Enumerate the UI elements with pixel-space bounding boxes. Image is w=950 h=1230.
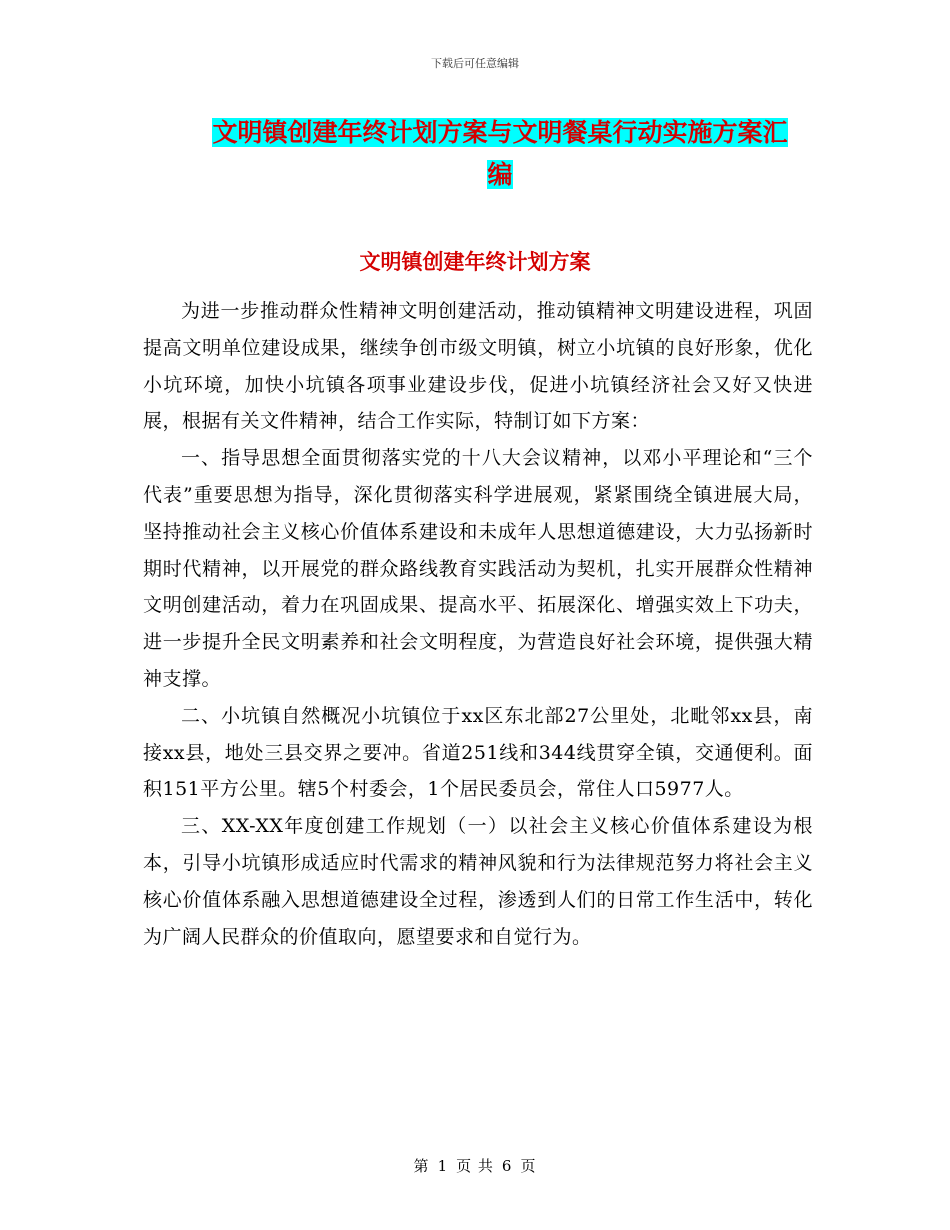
paragraph-town-overview: 二、小坑镇自然概况小坑镇位于xx区东北部27公里处，北毗邻xx县，南接xx县，地处三县交界之要冲。省道251线和344线贯穿全镇，交通便利。面积151平方公里。辖5个村委会，1个居民委员会，常住人口5977人。 [143, 704, 813, 801]
paragraph-guiding-ideology: 一、指导思想全面贯彻落实党的十八大会议精神，以邓小平理论和“三个代表”重要思想为指导，深化贯彻落实科学进展观，紧紧围绕全镇进展大局，坚持推动社会主义核心价值体系建设和未成年人思想道德建设，大力弘扬新时期时代精神，以开展党的群众路线教育实践活动为契机，扎实开展群众性精神文明创建活动，着力在巩固成果、提高水平、拓展深化、增强实效上下功夫，进一步提升全民文明素养和社会文明程度，为营造良好社会环境，提供强大精神支撑。 [143, 447, 813, 690]
footer-mid: 页 共 [456, 1157, 494, 1175]
document-title [185, 112, 815, 196]
page-footer [0, 1155, 950, 1176]
document-title-line1: 文明镇创建年终计划方案与文明餐桌行动实施方案汇 [212, 118, 788, 147]
document-title-line2: 编 [487, 160, 513, 189]
footer-page-number: 1 [437, 1157, 449, 1175]
paragraph-intro: 为进一步推动群众性精神文明创建活动，推动镇精神文明建设进程，巩固提高文明单位建设成果，继续争创市级文明镇，树立小坑镇的良好形象，优化小坑环境，加快小坑镇各项事业建设步伐，促进小坑镇经济社会又好又快进展，根据有关文件精神，结合工作实际，特制订如下方案： [143, 300, 813, 433]
section-title: 文明镇创建年终计划方案 [359, 250, 591, 274]
paragraph-work-plan: 三、XX-XX年度创建工作规划（一）以社会主义核心价值体系建设为根本，引导小坑镇形成适应时代需求的精神风貌和行为法律规范努力将社会主义核心价值体系融入思想道德建设全过程，渗透到人们的日常工作生活中，转化为广阔人民群众的价值取向，愿望要求和自觉行为。 [143, 815, 813, 948]
footer-total-pages: 6 [501, 1157, 513, 1175]
document-body [143, 293, 813, 955]
footer-prefix: 第 [413, 1157, 430, 1175]
header-note: 下载后可任意编辑 [431, 57, 519, 70]
footer-suffix: 页 [520, 1157, 537, 1175]
